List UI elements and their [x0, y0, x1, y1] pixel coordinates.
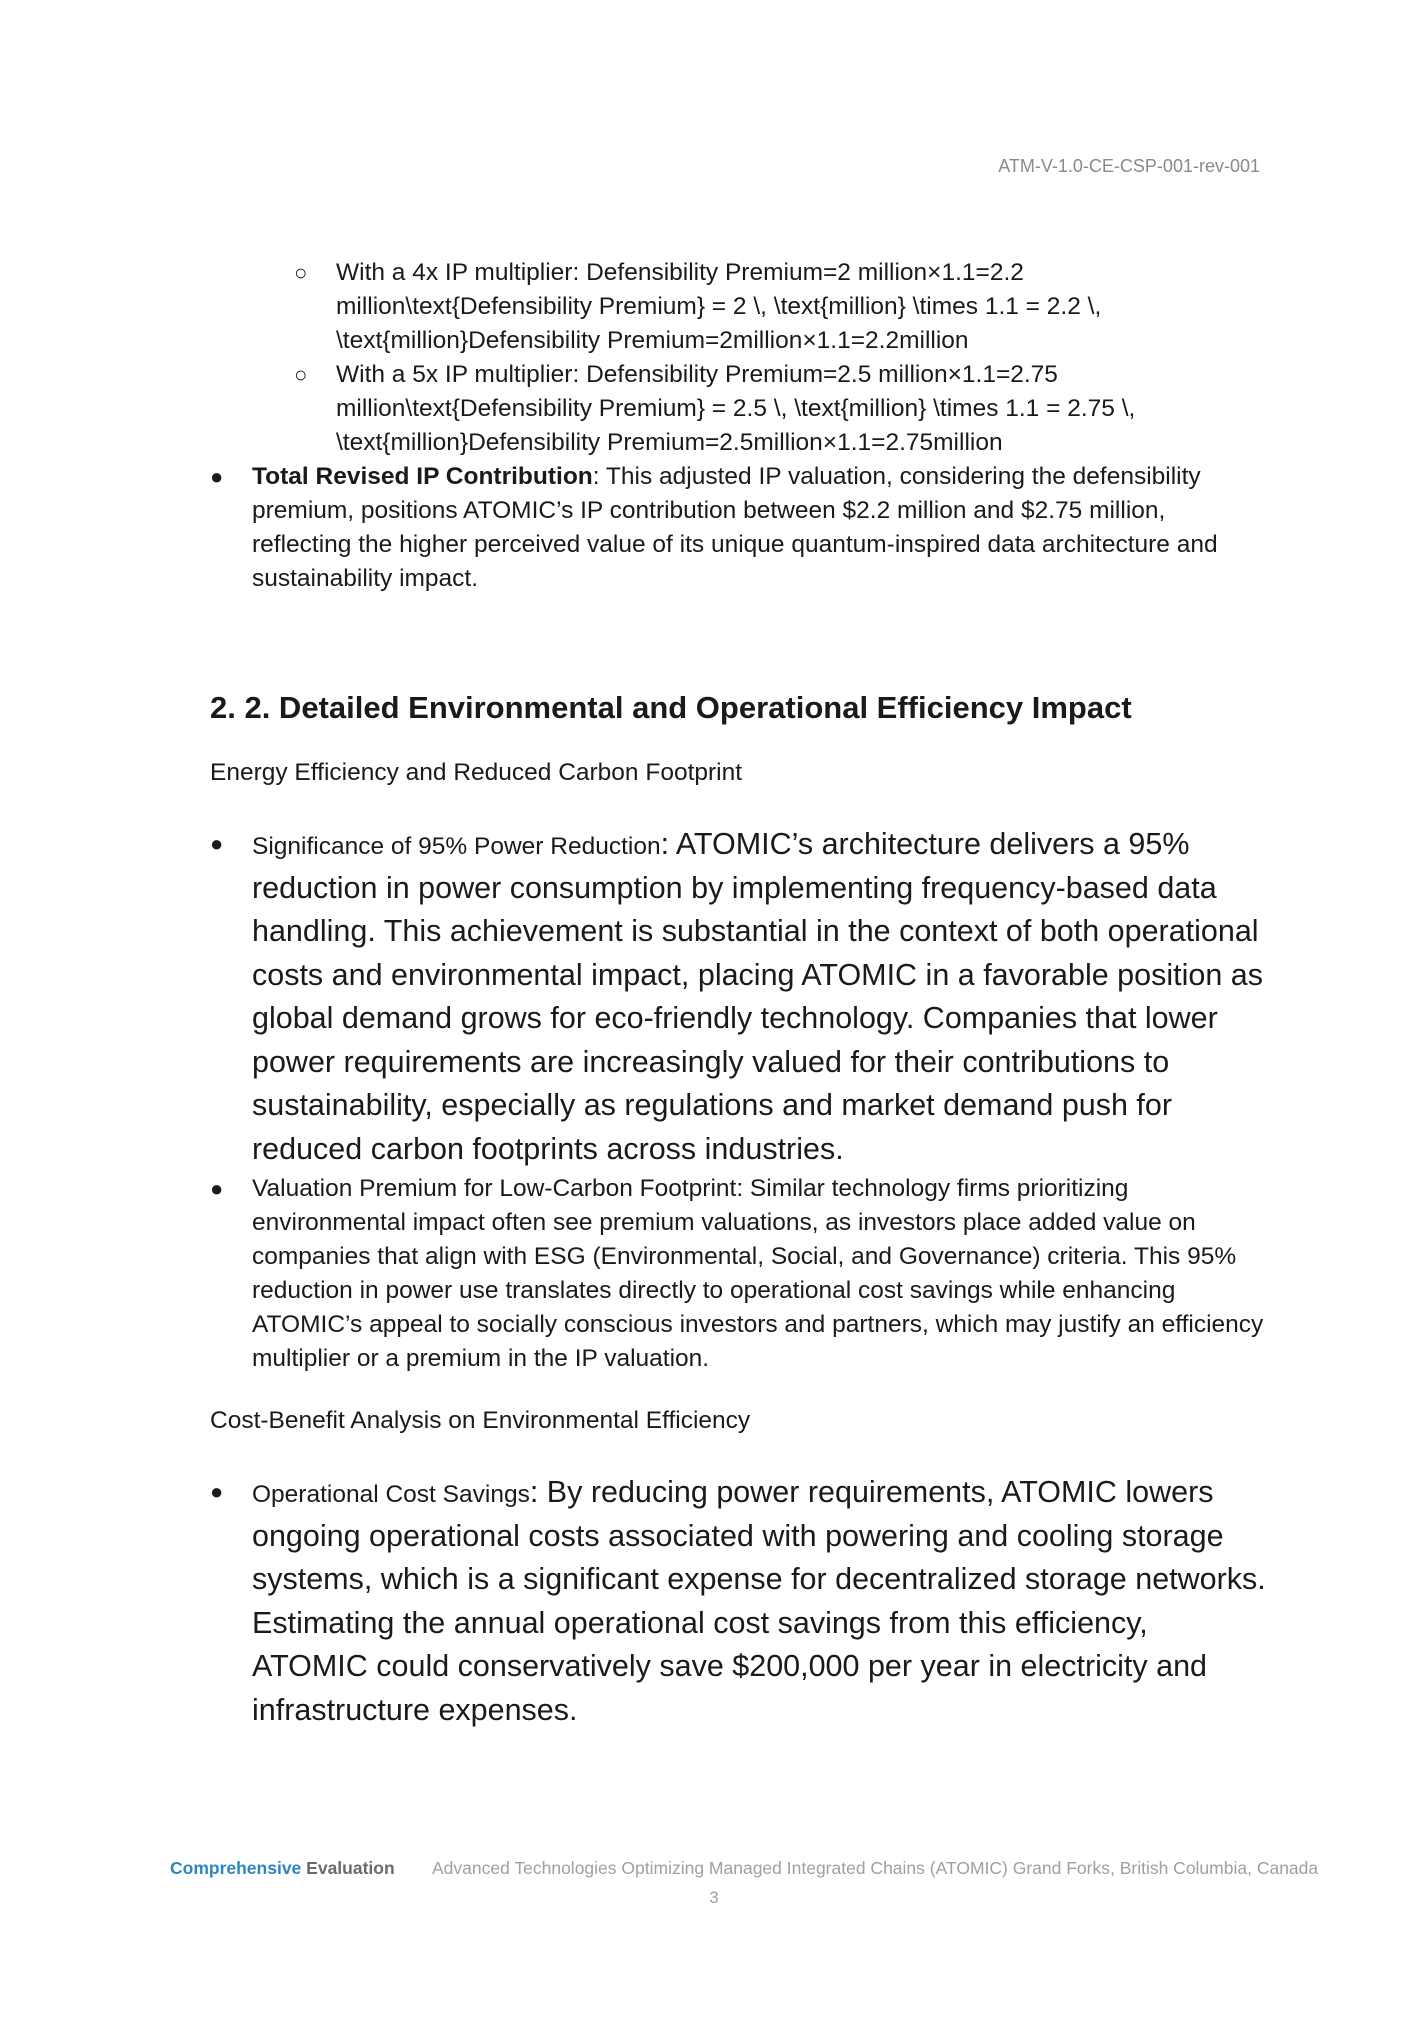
- bullet-dot-icon: ●: [210, 1479, 224, 1504]
- footer-title: [170, 1858, 395, 1879]
- bullet-text: Valuation Premium for Low-Carbon Footprint: Similar technology firms prioritizing environmental impact often see premium valuations, as investors place added value on companies that align with ESG (Environmental, Social, and Governance) criteria. This 95% reduction in power use translates directly to operational cost savings while enhancing ATOMIC’s appeal to socially conscious investors and partners, which may justify an efficiency multiplier or a premium in the IP valuation.: [252, 1175, 1264, 1372]
- bullet-dot-icon: ●: [210, 464, 224, 489]
- subheading-energy-efficiency: Energy Efficiency and Reduced Carbon Footprint: [210, 759, 743, 786]
- footer-brand: Comprehensive: [170, 1858, 302, 1878]
- sub-list-item: [210, 358, 1266, 460]
- bullet-text: : By reducing power requirements, ATOMIC lowers ongoing operational costs associated with powering and cooling storage systems, which is a significant expense for decentralized storage networks. Estimating the annual operational cost savings from this efficiency, ATOMIC could conservatively save $200,000 per year in electricity and infrastructure expenses.: [252, 1475, 1266, 1727]
- page-content: [210, 256, 1266, 1733]
- bullet-label: Operational Cost Savings: [252, 1481, 530, 1508]
- hollow-circle-bullet-icon: ○: [294, 260, 308, 285]
- bullet-label: Total Revised IP Contribution: [252, 463, 593, 490]
- subheading-cost-benefit: Cost-Benefit Analysis on Environmental Efficiency: [210, 1407, 751, 1434]
- energy-efficiency-list: [210, 824, 1266, 1376]
- page-number: 3: [709, 1888, 719, 1907]
- footer-evaluation: Evaluation: [306, 1858, 395, 1878]
- list-item: [210, 1172, 1266, 1376]
- document-id: ATM-V-1.0-CE-CSP-001-rev-001: [998, 156, 1260, 176]
- list-item: [210, 824, 1266, 1172]
- total-revised-list: [210, 460, 1266, 596]
- section-heading: 2. 2. Detailed Environmental and Operational Efficiency Impact: [210, 690, 1132, 725]
- sub-list-item: [210, 256, 1266, 358]
- hollow-circle-bullet-icon: ○: [294, 362, 308, 387]
- footer-organization: Advanced Technologies Optimizing Managed Integrated Chains (ATOMIC) Grand Forks, British Columbia, Canada: [432, 1858, 1319, 1878]
- bullet-dot-icon: ●: [210, 831, 224, 856]
- cost-benefit-list: [210, 1472, 1266, 1733]
- list-item: [210, 460, 1266, 596]
- bullet-dot-icon: ●: [210, 1176, 224, 1201]
- bullet-label: Significance of 95% Power Reduction: [252, 833, 661, 860]
- list-item: [210, 1472, 1266, 1733]
- sub-item-text: With a 5x IP multiplier: Defensibility Premium=2.5 million×1.1=2.75 million\text{Defensibility Premium} = 2.5 \, \text{million} \times 1.1 = 2.75 \, \text{million}Defensibility Premium=2.5million×1.1=2.75million: [336, 361, 1136, 456]
- bullet-text: : ATOMIC’s architecture delivers a 95% reduction in power consumption by implementing frequency-based data handling. This achievement is substantial in the context of both operational costs and environmental impact, placing ATOMIC in a favorable position as global demand grows for eco-friendly technology. Companies that lower power requirements are increasingly valued for their contributions to sustainability, especially as regulations and market demand push for reduced carbon footprints across industries.: [252, 827, 1263, 1166]
- bullet-text: : This adjusted IP valuation, considering the defensibility premium, positions ATOMIC’s IP contribution between $2.2 million and $2.75 million, reflecting the higher perceived value of its unique quantum-inspired data architecture and sustainability impact.: [252, 463, 1218, 592]
- multiplier-sub-list: [210, 256, 1266, 460]
- sub-item-text: With a 4x IP multiplier: Defensibility Premium=2 million×1.1=2.2 million\text{Defensibility Premium} = 2 \, \text{million} \times 1.1 = 2.2 \, \text{million}Defensibility Premium=2million×1.1=2.2million: [336, 259, 1102, 354]
